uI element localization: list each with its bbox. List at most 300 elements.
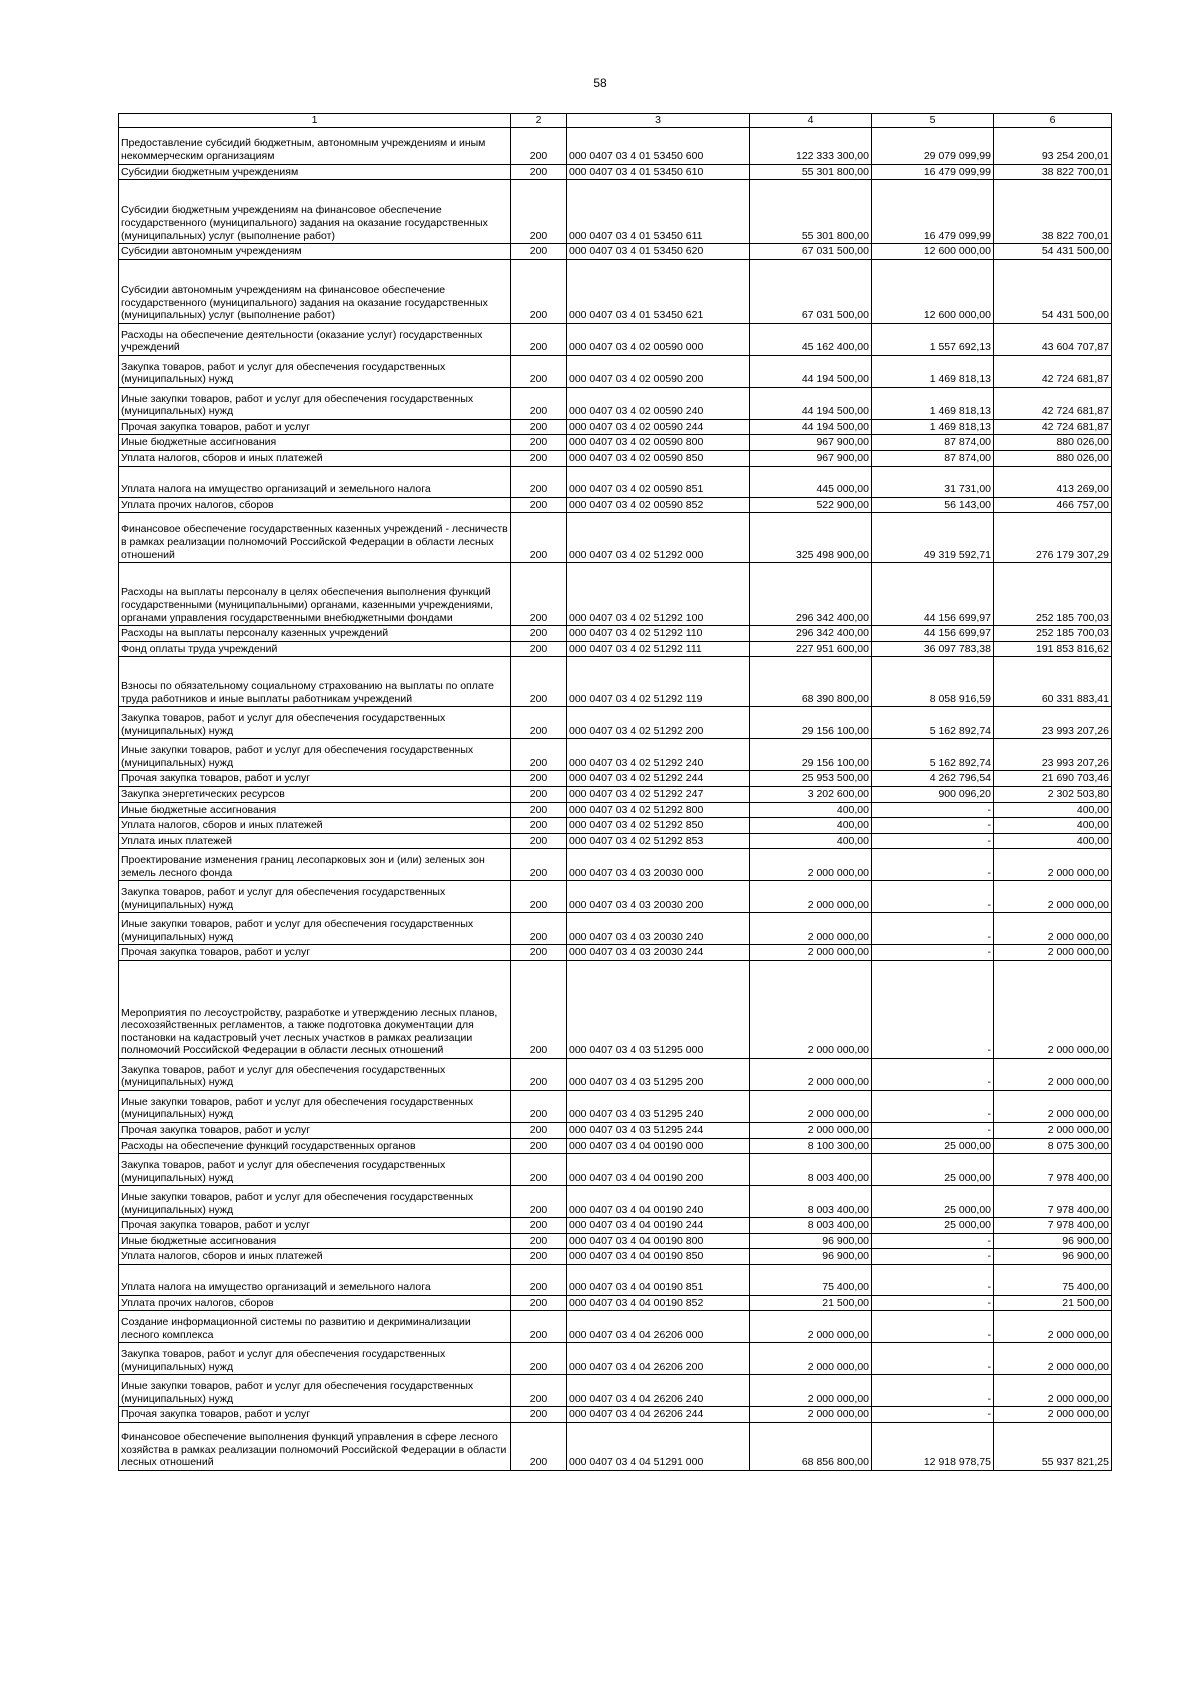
line-code-cell: 200 <box>511 1233 567 1249</box>
executed-amount-cell: - <box>872 1295 994 1311</box>
approved-amount-cell: 25 953 500,00 <box>750 771 872 787</box>
line-code-cell: 200 <box>511 833 567 849</box>
expense-name-cell: Закупка товаров, работ и услуг для обеспечения государственных (муниципальных) нужд <box>119 707 511 739</box>
line-code-cell: 200 <box>511 127 567 164</box>
approved-amount-cell: 2 000 000,00 <box>750 945 872 961</box>
line-code-cell: 200 <box>511 1058 567 1090</box>
executed-amount-cell: - <box>872 1311 994 1343</box>
line-code-cell: 200 <box>511 1090 567 1122</box>
unexecuted-amount-cell: 42 724 681,87 <box>994 387 1112 419</box>
table-row <box>119 419 1112 435</box>
table-row <box>119 1264 1112 1295</box>
table-row <box>119 355 1112 387</box>
table-row <box>119 802 1112 818</box>
classification-code-cell: 000 0407 03 4 04 26206 000 <box>567 1311 750 1343</box>
unexecuted-amount-cell: 400,00 <box>994 833 1112 849</box>
approved-amount-cell: 55 301 800,00 <box>750 180 872 244</box>
classification-code-cell: 000 0407 03 4 03 51295 000 <box>567 960 750 1058</box>
expense-name-cell: Закупка товаров, работ и услуг для обеспечения государственных (муниципальных) нужд <box>119 1058 511 1090</box>
column-header-4: 4 <box>750 114 872 128</box>
classification-code-cell: 000 0407 03 4 04 00190 200 <box>567 1154 750 1186</box>
classification-code-cell: 000 0407 03 4 02 51292 000 <box>567 513 750 563</box>
expense-name-cell: Закупка товаров, работ и услуг для обеспечения государственных (муниципальных) нужд <box>119 881 511 913</box>
approved-amount-cell: 2 000 000,00 <box>750 1122 872 1138</box>
line-code-cell: 200 <box>511 849 567 881</box>
classification-code-cell: 000 0407 03 4 01 53450 621 <box>567 259 750 323</box>
table-row <box>119 913 1112 945</box>
line-code-cell: 200 <box>511 913 567 945</box>
approved-amount-cell: 296 342 400,00 <box>750 563 872 626</box>
unexecuted-amount-cell: 880 026,00 <box>994 450 1112 466</box>
classification-code-cell: 000 0407 03 4 04 00190 852 <box>567 1295 750 1311</box>
table-row <box>119 180 1112 244</box>
executed-amount-cell: 1 469 818,13 <box>872 419 994 435</box>
table-row <box>119 1186 1112 1218</box>
table-body <box>119 127 1112 1470</box>
classification-code-cell: 000 0407 03 4 02 00590 240 <box>567 387 750 419</box>
unexecuted-amount-cell: 2 000 000,00 <box>994 913 1112 945</box>
table-row <box>119 1343 1112 1375</box>
expense-name-cell: Иные закупки товаров, работ и услуг для обеспечения государственных (муниципальных) нужд <box>119 739 511 771</box>
approved-amount-cell: 44 194 500,00 <box>750 419 872 435</box>
unexecuted-amount-cell: 2 000 000,00 <box>994 881 1112 913</box>
expense-name-cell: Создание информационной системы по развитию и декриминализации лесного комплекса <box>119 1311 511 1343</box>
approved-amount-cell: 75 400,00 <box>750 1264 872 1295</box>
line-code-cell: 200 <box>511 881 567 913</box>
executed-amount-cell: - <box>872 1407 994 1423</box>
executed-amount-cell: 36 097 783,38 <box>872 641 994 657</box>
classification-code-cell: 000 0407 03 4 04 26206 244 <box>567 1407 750 1423</box>
unexecuted-amount-cell: 2 000 000,00 <box>994 1375 1112 1407</box>
approved-amount-cell: 45 162 400,00 <box>750 323 872 355</box>
line-code-cell: 200 <box>511 355 567 387</box>
approved-amount-cell: 96 900,00 <box>750 1249 872 1265</box>
expense-name-cell: Прочая закупка товаров, работ и услуг <box>119 945 511 961</box>
line-code-cell: 200 <box>511 466 567 497</box>
expense-name-cell: Прочая закупка товаров, работ и услуг <box>119 1218 511 1234</box>
table-row <box>119 849 1112 881</box>
classification-code-cell: 000 0407 03 4 02 00590 244 <box>567 419 750 435</box>
expense-name-cell: Уплата налогов, сборов и иных платежей <box>119 450 511 466</box>
unexecuted-amount-cell: 54 431 500,00 <box>994 244 1112 260</box>
classification-code-cell: 000 0407 03 4 04 00190 244 <box>567 1218 750 1234</box>
line-code-cell: 200 <box>511 387 567 419</box>
expense-name-cell: Взносы по обязательному социальному страхованию на выплаты по оплате труда работников и иные выплаты работникам учреждений <box>119 657 511 707</box>
executed-amount-cell: 16 479 099,99 <box>872 164 994 180</box>
approved-amount-cell: 29 156 100,00 <box>750 739 872 771</box>
table-row <box>119 244 1112 260</box>
table-row <box>119 127 1112 164</box>
expense-name-cell: Уплата налога на имущество организаций и земельного налога <box>119 1264 511 1295</box>
line-code-cell: 200 <box>511 657 567 707</box>
unexecuted-amount-cell: 8 075 300,00 <box>994 1138 1112 1154</box>
expense-name-cell: Субсидии бюджетным учреждениям <box>119 164 511 180</box>
approved-amount-cell: 68 390 800,00 <box>750 657 872 707</box>
approved-amount-cell: 8 100 300,00 <box>750 1138 872 1154</box>
line-code-cell: 200 <box>511 1407 567 1423</box>
expense-name-cell: Финансовое обеспечение выполнения функций управления в сфере лесного хозяйства в рамках реализации полномочий Российской Федерации в области лесных отношений <box>119 1423 511 1471</box>
classification-code-cell: 000 0407 03 4 02 00590 851 <box>567 466 750 497</box>
classification-code-cell: 000 0407 03 4 02 51292 800 <box>567 802 750 818</box>
unexecuted-amount-cell: 2 000 000,00 <box>994 1407 1112 1423</box>
table-row <box>119 450 1112 466</box>
table-row <box>119 641 1112 657</box>
executed-amount-cell: 44 156 699,97 <box>872 626 994 642</box>
classification-code-cell: 000 0407 03 4 02 51292 240 <box>567 739 750 771</box>
budget-execution-table <box>118 113 1112 1471</box>
line-code-cell: 200 <box>511 1264 567 1295</box>
unexecuted-amount-cell: 23 993 207,26 <box>994 739 1112 771</box>
approved-amount-cell: 8 003 400,00 <box>750 1186 872 1218</box>
executed-amount-cell: - <box>872 1343 994 1375</box>
table-row <box>119 833 1112 849</box>
line-code-cell: 200 <box>511 945 567 961</box>
line-code-cell: 200 <box>511 323 567 355</box>
line-code-cell: 200 <box>511 513 567 563</box>
line-code-cell: 200 <box>511 259 567 323</box>
line-code-cell: 200 <box>511 641 567 657</box>
line-code-cell: 200 <box>511 707 567 739</box>
unexecuted-amount-cell: 75 400,00 <box>994 1264 1112 1295</box>
line-code-cell: 200 <box>511 1218 567 1234</box>
unexecuted-amount-cell: 93 254 200,01 <box>994 127 1112 164</box>
unexecuted-amount-cell: 276 179 307,29 <box>994 513 1112 563</box>
classification-code-cell: 000 0407 03 4 02 51292 100 <box>567 563 750 626</box>
line-code-cell: 200 <box>511 802 567 818</box>
table-row <box>119 1423 1112 1471</box>
table-row <box>119 960 1112 1058</box>
line-code-cell: 200 <box>511 818 567 834</box>
executed-amount-cell: 4 262 796,54 <box>872 771 994 787</box>
table-row <box>119 1407 1112 1423</box>
line-code-cell: 200 <box>511 626 567 642</box>
expense-name-cell: Проектирование изменения границ лесопарковых зон и (или) зеленых зон земель лесного фонда <box>119 849 511 881</box>
table-row <box>119 707 1112 739</box>
approved-amount-cell: 400,00 <box>750 833 872 849</box>
classification-code-cell: 000 0407 03 4 02 51292 244 <box>567 771 750 787</box>
executed-amount-cell: - <box>872 960 994 1058</box>
approved-amount-cell: 2 000 000,00 <box>750 1058 872 1090</box>
unexecuted-amount-cell: 23 993 207,26 <box>994 707 1112 739</box>
unexecuted-amount-cell: 96 900,00 <box>994 1249 1112 1265</box>
expense-name-cell: Расходы на обеспечение деятельности (оказание услуг) государственных учреждений <box>119 323 511 355</box>
table-row <box>119 786 1112 802</box>
executed-amount-cell: - <box>872 913 994 945</box>
executed-amount-cell: 1 469 818,13 <box>872 387 994 419</box>
approved-amount-cell: 227 951 600,00 <box>750 641 872 657</box>
executed-amount-cell: 87 874,00 <box>872 435 994 451</box>
classification-code-cell: 000 0407 03 4 04 00190 000 <box>567 1138 750 1154</box>
table-row <box>119 1233 1112 1249</box>
expense-name-cell: Расходы на выплаты персоналу казенных учреждений <box>119 626 511 642</box>
classification-code-cell: 000 0407 03 4 01 53450 610 <box>567 164 750 180</box>
approved-amount-cell: 2 000 000,00 <box>750 913 872 945</box>
expense-name-cell: Закупка товаров, работ и услуг для обеспечения государственных (муниципальных) нужд <box>119 355 511 387</box>
executed-amount-cell: - <box>872 1090 994 1122</box>
executed-amount-cell: 31 731,00 <box>872 466 994 497</box>
executed-amount-cell: 8 058 916,59 <box>872 657 994 707</box>
table-row <box>119 164 1112 180</box>
table-row <box>119 497 1112 513</box>
unexecuted-amount-cell: 413 269,00 <box>994 466 1112 497</box>
approved-amount-cell: 2 000 000,00 <box>750 1311 872 1343</box>
table-row <box>119 1311 1112 1343</box>
expense-name-cell: Прочая закупка товаров, работ и услуг <box>119 1407 511 1423</box>
approved-amount-cell: 21 500,00 <box>750 1295 872 1311</box>
table-row <box>119 1090 1112 1122</box>
classification-code-cell: 000 0407 03 4 03 20030 240 <box>567 913 750 945</box>
classification-code-cell: 000 0407 03 4 02 51292 200 <box>567 707 750 739</box>
unexecuted-amount-cell: 2 000 000,00 <box>994 960 1112 1058</box>
unexecuted-amount-cell: 7 978 400,00 <box>994 1154 1112 1186</box>
executed-amount-cell: 12 600 000,00 <box>872 244 994 260</box>
executed-amount-cell: 16 479 099,99 <box>872 180 994 244</box>
line-code-cell: 200 <box>511 1122 567 1138</box>
table-row <box>119 881 1112 913</box>
executed-amount-cell: 900 096,20 <box>872 786 994 802</box>
table-row <box>119 1249 1112 1265</box>
table-row <box>119 1122 1112 1138</box>
unexecuted-amount-cell: 252 185 700,03 <box>994 626 1112 642</box>
table-row <box>119 626 1112 642</box>
table-row <box>119 513 1112 563</box>
unexecuted-amount-cell: 191 853 816,62 <box>994 641 1112 657</box>
table-row <box>119 739 1112 771</box>
executed-amount-cell: 5 162 892,74 <box>872 739 994 771</box>
approved-amount-cell: 2 000 000,00 <box>750 1090 872 1122</box>
expense-name-cell: Уплата налога на имущество организаций и земельного налога <box>119 466 511 497</box>
line-code-cell: 200 <box>511 1186 567 1218</box>
unexecuted-amount-cell: 7 978 400,00 <box>994 1186 1112 1218</box>
approved-amount-cell: 522 900,00 <box>750 497 872 513</box>
table-row <box>119 1138 1112 1154</box>
approved-amount-cell: 445 000,00 <box>750 466 872 497</box>
classification-code-cell: 000 0407 03 4 01 53450 600 <box>567 127 750 164</box>
table-row <box>119 657 1112 707</box>
executed-amount-cell: - <box>872 1122 994 1138</box>
expense-name-cell: Уплата налогов, сборов и иных платежей <box>119 818 511 834</box>
line-code-cell: 200 <box>511 164 567 180</box>
approved-amount-cell: 67 031 500,00 <box>750 259 872 323</box>
line-code-cell: 200 <box>511 1343 567 1375</box>
column-header-3: 3 <box>567 114 750 128</box>
unexecuted-amount-cell: 2 000 000,00 <box>994 945 1112 961</box>
approved-amount-cell: 8 003 400,00 <box>750 1154 872 1186</box>
expense-name-cell: Закупка товаров, работ и услуг для обеспечения государственных (муниципальных) нужд <box>119 1154 511 1186</box>
executed-amount-cell: 1 469 818,13 <box>872 355 994 387</box>
expense-name-cell: Иные бюджетные ассигнования <box>119 802 511 818</box>
table-row <box>119 1154 1112 1186</box>
classification-code-cell: 000 0407 03 4 01 53450 611 <box>567 180 750 244</box>
classification-code-cell: 000 0407 03 4 02 51292 853 <box>567 833 750 849</box>
line-code-cell: 200 <box>511 1423 567 1471</box>
page-number: 58 <box>593 76 607 90</box>
executed-amount-cell: - <box>872 1375 994 1407</box>
line-code-cell: 200 <box>511 739 567 771</box>
unexecuted-amount-cell: 42 724 681,87 <box>994 419 1112 435</box>
classification-code-cell: 000 0407 03 4 04 00190 851 <box>567 1264 750 1295</box>
expense-name-cell: Субсидии бюджетным учреждениям на финансовое обеспечение государственного (муниципального) задания на оказание государственных (муниципальных) услуг (выполнение работ) <box>119 180 511 244</box>
executed-amount-cell: 5 162 892,74 <box>872 707 994 739</box>
unexecuted-amount-cell: 466 757,00 <box>994 497 1112 513</box>
expense-name-cell: Прочая закупка товаров, работ и услуг <box>119 1122 511 1138</box>
approved-amount-cell: 325 498 900,00 <box>750 513 872 563</box>
classification-code-cell: 000 0407 03 4 02 00590 800 <box>567 435 750 451</box>
line-code-cell: 200 <box>511 1295 567 1311</box>
classification-code-cell: 000 0407 03 4 04 26206 200 <box>567 1343 750 1375</box>
expense-name-cell: Мероприятия по лесоустройству, разработке и утверждению лесных планов, лесохозяйственных регламентов, а также подготовка документации для постановки на кадастровый учет лесных участков в рамках реализации полномочий Российской Федерации в области лесных отношений <box>119 960 511 1058</box>
unexecuted-amount-cell: 252 185 700,03 <box>994 563 1112 626</box>
unexecuted-amount-cell: 43 604 707,87 <box>994 323 1112 355</box>
approved-amount-cell: 967 900,00 <box>750 435 872 451</box>
classification-code-cell: 000 0407 03 4 02 00590 850 <box>567 450 750 466</box>
executed-amount-cell: 25 000,00 <box>872 1186 994 1218</box>
classification-code-cell: 000 0407 03 4 01 53450 620 <box>567 244 750 260</box>
classification-code-cell: 000 0407 03 4 03 51295 240 <box>567 1090 750 1122</box>
approved-amount-cell: 122 333 300,00 <box>750 127 872 164</box>
approved-amount-cell: 8 003 400,00 <box>750 1218 872 1234</box>
classification-code-cell: 000 0407 03 4 04 00190 240 <box>567 1186 750 1218</box>
approved-amount-cell: 44 194 500,00 <box>750 355 872 387</box>
line-code-cell: 200 <box>511 960 567 1058</box>
column-header-2: 2 <box>511 114 567 128</box>
line-code-cell: 200 <box>511 1154 567 1186</box>
unexecuted-amount-cell: 2 000 000,00 <box>994 1311 1112 1343</box>
table-row <box>119 1295 1112 1311</box>
expense-name-cell: Финансовое обеспечение государственных казенных учреждений - лесничеств в рамках реализации полномочий Российской Федерации в области лесных отношений <box>119 513 511 563</box>
line-code-cell: 200 <box>511 450 567 466</box>
approved-amount-cell: 2 000 000,00 <box>750 849 872 881</box>
expense-name-cell: Закупка энергетических ресурсов <box>119 786 511 802</box>
expense-name-cell: Иные закупки товаров, работ и услуг для обеспечения государственных (муниципальных) нужд <box>119 387 511 419</box>
approved-amount-cell: 2 000 000,00 <box>750 1375 872 1407</box>
unexecuted-amount-cell: 38 822 700,01 <box>994 164 1112 180</box>
approved-amount-cell: 296 342 400,00 <box>750 626 872 642</box>
executed-amount-cell: - <box>872 802 994 818</box>
classification-code-cell: 000 0407 03 4 03 51295 244 <box>567 1122 750 1138</box>
expense-name-cell: Расходы на обеспечение функций государственных органов <box>119 1138 511 1154</box>
classification-code-cell: 000 0407 03 4 03 51295 200 <box>567 1058 750 1090</box>
approved-amount-cell: 44 194 500,00 <box>750 387 872 419</box>
executed-amount-cell: 87 874,00 <box>872 450 994 466</box>
executed-amount-cell: - <box>872 818 994 834</box>
classification-code-cell: 000 0407 03 4 04 00190 800 <box>567 1233 750 1249</box>
column-header-1: 1 <box>119 114 511 128</box>
executed-amount-cell: 25 000,00 <box>872 1154 994 1186</box>
classification-code-cell: 000 0407 03 4 02 51292 850 <box>567 818 750 834</box>
unexecuted-amount-cell: 400,00 <box>994 802 1112 818</box>
unexecuted-amount-cell: 2 000 000,00 <box>994 1343 1112 1375</box>
line-code-cell: 200 <box>511 1311 567 1343</box>
table-row <box>119 387 1112 419</box>
executed-amount-cell: 29 079 099,99 <box>872 127 994 164</box>
executed-amount-cell: 1 557 692,13 <box>872 323 994 355</box>
classification-code-cell: 000 0407 03 4 02 00590 852 <box>567 497 750 513</box>
table-row <box>119 466 1112 497</box>
executed-amount-cell: 25 000,00 <box>872 1218 994 1234</box>
expense-name-cell: Расходы на выплаты персоналу в целях обеспечения выполнения функций государственными (муниципальными) органами, казенными учреждениями, органами управления государственными внебюджетными фондами <box>119 563 511 626</box>
unexecuted-amount-cell: 400,00 <box>994 818 1112 834</box>
line-code-cell: 200 <box>511 1375 567 1407</box>
unexecuted-amount-cell: 2 302 503,80 <box>994 786 1112 802</box>
approved-amount-cell: 967 900,00 <box>750 450 872 466</box>
classification-code-cell: 000 0407 03 4 03 20030 244 <box>567 945 750 961</box>
unexecuted-amount-cell: 55 937 821,25 <box>994 1423 1112 1471</box>
approved-amount-cell: 2 000 000,00 <box>750 881 872 913</box>
table-row <box>119 771 1112 787</box>
approved-amount-cell: 67 031 500,00 <box>750 244 872 260</box>
approved-amount-cell: 2 000 000,00 <box>750 1407 872 1423</box>
unexecuted-amount-cell: 7 978 400,00 <box>994 1218 1112 1234</box>
classification-code-cell: 000 0407 03 4 04 51291 000 <box>567 1423 750 1471</box>
executed-amount-cell: - <box>872 1249 994 1265</box>
table-row <box>119 435 1112 451</box>
expense-name-cell: Иные закупки товаров, работ и услуг для обеспечения государственных (муниципальных) нужд <box>119 1375 511 1407</box>
approved-amount-cell: 2 000 000,00 <box>750 960 872 1058</box>
unexecuted-amount-cell: 54 431 500,00 <box>994 259 1112 323</box>
executed-amount-cell: 25 000,00 <box>872 1138 994 1154</box>
classification-code-cell: 000 0407 03 4 04 26206 240 <box>567 1375 750 1407</box>
line-code-cell: 200 <box>511 1138 567 1154</box>
executed-amount-cell: 12 918 978,75 <box>872 1423 994 1471</box>
expense-name-cell: Уплата иных платежей <box>119 833 511 849</box>
expense-name-cell: Фонд оплаты труда учреждений <box>119 641 511 657</box>
column-header-6: 6 <box>994 114 1112 128</box>
line-code-cell: 200 <box>511 1249 567 1265</box>
classification-code-cell: 000 0407 03 4 02 51292 111 <box>567 641 750 657</box>
classification-code-cell: 000 0407 03 4 02 51292 119 <box>567 657 750 707</box>
executed-amount-cell: - <box>872 833 994 849</box>
expense-name-cell: Уплата прочих налогов, сборов <box>119 497 511 513</box>
executed-amount-cell: - <box>872 881 994 913</box>
line-code-cell: 200 <box>511 563 567 626</box>
unexecuted-amount-cell: 2 000 000,00 <box>994 849 1112 881</box>
line-code-cell: 200 <box>511 771 567 787</box>
expense-name-cell: Иные закупки товаров, работ и услуг для обеспечения государственных (муниципальных) нужд <box>119 1090 511 1122</box>
approved-amount-cell: 68 856 800,00 <box>750 1423 872 1471</box>
table-row <box>119 1218 1112 1234</box>
expense-name-cell: Предоставление субсидий бюджетным, автономным учреждениям и иным некоммерческим организациям <box>119 127 511 164</box>
expense-name-cell: Иные бюджетные ассигнования <box>119 435 511 451</box>
expense-name-cell: Субсидии автономным учреждениям на финансовое обеспечение государственного (муниципального) задания на оказание государственных (муниципальных) услуг (выполнение работ) <box>119 259 511 323</box>
column-header-5: 5 <box>872 114 994 128</box>
table-row <box>119 818 1112 834</box>
expense-name-cell: Уплата прочих налогов, сборов <box>119 1295 511 1311</box>
expense-name-cell: Уплата налогов, сборов и иных платежей <box>119 1249 511 1265</box>
approved-amount-cell: 2 000 000,00 <box>750 1343 872 1375</box>
unexecuted-amount-cell: 60 331 883,41 <box>994 657 1112 707</box>
classification-code-cell: 000 0407 03 4 02 51292 247 <box>567 786 750 802</box>
approved-amount-cell: 96 900,00 <box>750 1233 872 1249</box>
executed-amount-cell: 12 600 000,00 <box>872 259 994 323</box>
approved-amount-cell: 29 156 100,00 <box>750 707 872 739</box>
unexecuted-amount-cell: 2 000 000,00 <box>994 1058 1112 1090</box>
expense-name-cell: Иные закупки товаров, работ и услуг для обеспечения государственных (муниципальных) нужд <box>119 1186 511 1218</box>
expense-name-cell: Закупка товаров, работ и услуг для обеспечения государственных (муниципальных) нужд <box>119 1343 511 1375</box>
executed-amount-cell: - <box>872 1058 994 1090</box>
line-code-cell: 200 <box>511 419 567 435</box>
executed-amount-cell: - <box>872 849 994 881</box>
expense-name-cell: Иные бюджетные ассигнования <box>119 1233 511 1249</box>
table-row <box>119 1058 1112 1090</box>
executed-amount-cell: 49 319 592,71 <box>872 513 994 563</box>
unexecuted-amount-cell: 2 000 000,00 <box>994 1090 1112 1122</box>
line-code-cell: 200 <box>511 786 567 802</box>
expense-name-cell: Прочая закупка товаров, работ и услуг <box>119 771 511 787</box>
line-code-cell: 200 <box>511 244 567 260</box>
approved-amount-cell: 3 202 600,00 <box>750 786 872 802</box>
executed-amount-cell: - <box>872 945 994 961</box>
